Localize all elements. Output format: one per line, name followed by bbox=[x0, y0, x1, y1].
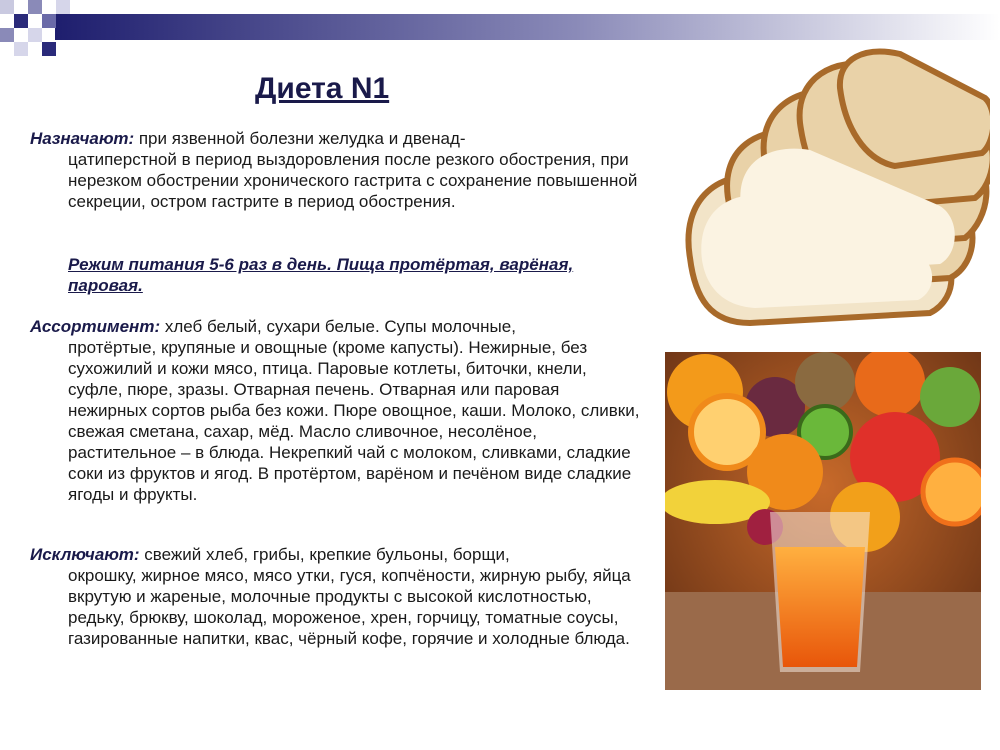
assortment-paragraph bbox=[30, 316, 640, 505]
assign-text-first: при язвенной болезни желудка и двенад- bbox=[134, 129, 466, 148]
assign-paragraph bbox=[30, 128, 640, 212]
diet-mode-note: Режим питания 5-6 раз в день. Пища протёртая, варёная, паровая. bbox=[68, 255, 574, 295]
exclude-label: Исключают: bbox=[30, 545, 140, 564]
assortment-text-first: хлеб белый, сухари белые. Супы молочные, bbox=[160, 317, 516, 336]
bread-slices bbox=[688, 52, 990, 323]
bread-image bbox=[660, 48, 990, 338]
juice-glass-icon bbox=[770, 512, 870, 672]
assign-text-rest: цатиперстной в период выздоровления после резкого обострения, при нерезком обострении хронического гастрита с сохранение повышенной секреции, остром гастрите в период обострения. bbox=[68, 150, 638, 211]
exclude-paragraph bbox=[30, 544, 640, 649]
slide-title: Диета N1 bbox=[255, 72, 390, 105]
assortment-text-rest: протёртые, крупяные и овощные (кроме капусты). Нежирные, без сухожилий и кожи мясо, птица. Паровые котлеты, биточки, кнели, суфле, пюре, зразы. Отварная печень. Отварная или паровая нежирных сортов рыба без кожи. Пюре овощное, каши. Молоко, сливки, свежая сметана, сахар, мёд. Масло сливочное, несолёное, растительное – в блюда. Некрепкий чай с молоком, сливками, сладкие соки из фруктов и ягод. В протёртом, варёном и печёном виде сладкие ягоды и фрукты. bbox=[68, 338, 640, 504]
assortment-label: Ассортимент: bbox=[30, 317, 161, 336]
fruit-juice-image bbox=[665, 352, 981, 690]
exclude-text-rest: окрошку, жирное мясо, мясо утки, гуся, копчёности, жирную рыбу, яйца вкрутую и жареные, молочные продукты с высокой кислотностью, редьку, брюкву, шоколад, мороженое, хрен, горчицу, томатные соусы, газированные напитки, квас, чёрный кофе, горячие и холодные блюда. bbox=[68, 566, 631, 648]
exclude-text-first: свежий хлеб, грибы, крепкие бульоны, борщи, bbox=[139, 545, 510, 564]
assign-label: Назначают: bbox=[30, 129, 135, 148]
